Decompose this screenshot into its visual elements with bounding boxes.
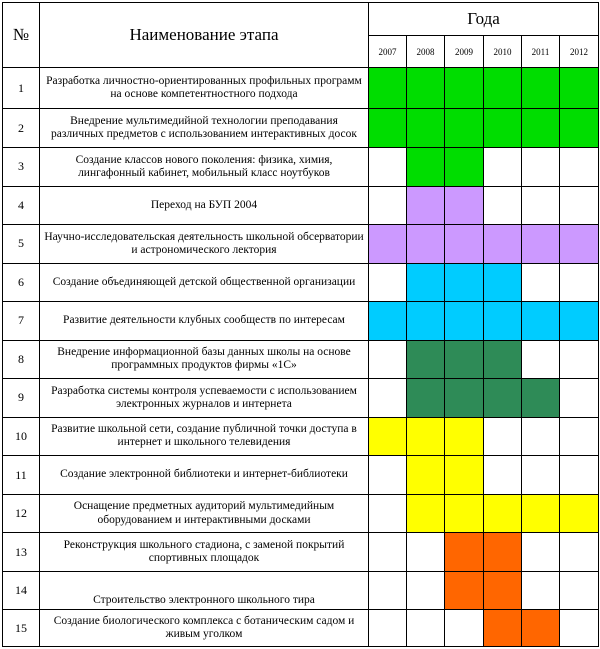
timeline-cell-active-2010 xyxy=(484,225,522,264)
stage-number: 8 xyxy=(3,340,40,379)
timeline-cell-2012 xyxy=(560,340,599,379)
timeline-cell-active-2009 xyxy=(445,148,484,187)
timeline-cell-active-2009 xyxy=(445,379,484,418)
timeline-cell-2007 xyxy=(369,379,407,418)
stage-name: Научно-исследовательская деятельность школьной обсерватории и астрономического лектория xyxy=(40,225,369,264)
timeline-cell-active-2011 xyxy=(522,610,560,647)
timeline-cell-active-2010 xyxy=(484,263,522,302)
timeline-cell-active-2008 xyxy=(407,340,445,379)
stage-name-column-header: Наименование этапа xyxy=(40,3,369,68)
timeline-cell-active-2008 xyxy=(407,417,445,456)
timeline-cell-active-2008 xyxy=(407,109,445,148)
timeline-cell-2011 xyxy=(522,417,560,456)
timeline-cell-active-2010 xyxy=(484,302,522,341)
timeline-cell-active-2011 xyxy=(522,225,560,264)
stage-name: Создание классов нового поколения: физика, химия, лингафонный кабинет, мобильный класс ноутбуков xyxy=(40,148,369,187)
timeline-cell-2012 xyxy=(560,571,599,610)
stage-name: Развитие деятельности клубных сообществ по интересам xyxy=(40,302,369,341)
stage-row xyxy=(3,571,599,610)
stage-name: Переход на БУП 2004 xyxy=(40,186,369,225)
timeline-cell-2012 xyxy=(560,417,599,456)
timeline-cell-2011 xyxy=(522,571,560,610)
timeline-cell-active-2010 xyxy=(484,494,522,533)
timeline-cell-2011 xyxy=(522,456,560,495)
stage-name: Создание электронной библиотеки и интернет-библиотеки xyxy=(40,456,369,495)
timeline-cell-active-2007 xyxy=(369,225,407,264)
stage-number: 14 xyxy=(3,571,40,610)
timeline-cell-2011 xyxy=(522,148,560,187)
timeline-cell-active-2008 xyxy=(407,379,445,418)
timeline-cell-2007 xyxy=(369,456,407,495)
stage-name: Разработка личностно-ориентированных профильных программ на основе компетентностного подхода xyxy=(40,67,369,109)
timeline-cell-2009 xyxy=(445,610,484,647)
stage-name: Развитие школьной сети, создание публичной точки доступа в интернет и школьного телевидения xyxy=(40,417,369,456)
year-header-2012: 2012 xyxy=(560,36,599,67)
timeline-cell-active-2009 xyxy=(445,302,484,341)
timeline-cell-active-2007 xyxy=(369,67,407,109)
stage-name: Разработка системы контроля успеваемости с использованием электронных журналов и интернета xyxy=(40,379,369,418)
timeline-cell-active-2007 xyxy=(369,417,407,456)
timeline-cell-active-2010 xyxy=(484,109,522,148)
timeline-cell-active-2009 xyxy=(445,109,484,148)
timeline-cell-active-2010 xyxy=(484,67,522,109)
stage-row xyxy=(3,533,599,572)
stage-number: 7 xyxy=(3,302,40,341)
year-header-2011: 2011 xyxy=(522,36,560,67)
stage-row xyxy=(3,186,599,225)
timeline-cell-active-2009 xyxy=(445,494,484,533)
timeline-cell-2008 xyxy=(407,533,445,572)
years-column-header: Года xyxy=(369,3,599,36)
timeline-cell-active-2009 xyxy=(445,571,484,610)
stage-number: 9 xyxy=(3,379,40,418)
stage-number: 11 xyxy=(3,456,40,495)
timeline-cell-active-2010 xyxy=(484,571,522,610)
timeline-cell-active-2010 xyxy=(484,610,522,647)
year-header-2008: 2008 xyxy=(407,36,445,67)
timeline-cell-2012 xyxy=(560,533,599,572)
timeline-cell-active-2011 xyxy=(522,109,560,148)
stage-row xyxy=(3,67,599,109)
stage-row xyxy=(3,340,599,379)
timeline-cell-2012 xyxy=(560,148,599,187)
timeline-cell-active-2011 xyxy=(522,67,560,109)
stage-row xyxy=(3,302,599,341)
timeline-cell-active-2012 xyxy=(560,67,599,109)
timeline-cell-active-2008 xyxy=(407,494,445,533)
timeline-cell-2012 xyxy=(560,186,599,225)
stage-number: 12 xyxy=(3,494,40,533)
timeline-cell-active-2012 xyxy=(560,109,599,148)
timeline-cell-active-2011 xyxy=(522,494,560,533)
timeline-cell-active-2009 xyxy=(445,340,484,379)
timeline-cell-2007 xyxy=(369,148,407,187)
stage-number: 6 xyxy=(3,263,40,302)
timeline-cell-active-2008 xyxy=(407,225,445,264)
timeline-cell-2007 xyxy=(369,494,407,533)
timeline-cell-2012 xyxy=(560,263,599,302)
timeline-cell-active-2010 xyxy=(484,379,522,418)
timeline-cell-active-2011 xyxy=(522,302,560,341)
timeline-cell-2010 xyxy=(484,148,522,187)
timeline-cell-2007 xyxy=(369,186,407,225)
timeline-cell-2011 xyxy=(522,340,560,379)
timeline-cell-active-2012 xyxy=(560,302,599,341)
timeline-cell-2012 xyxy=(560,456,599,495)
timeline-cell-active-2009 xyxy=(445,67,484,109)
stage-row xyxy=(3,109,599,148)
timeline-cell-active-2012 xyxy=(560,494,599,533)
stage-row xyxy=(3,494,599,533)
year-header-2009: 2009 xyxy=(445,36,484,67)
stage-number: 3 xyxy=(3,148,40,187)
stage-name: Создание объединяющей детской общественной организации xyxy=(40,263,369,302)
timeline-cell-active-2008 xyxy=(407,302,445,341)
stage-name: Создание биологического комплекса с ботаническим садом и живым уголком xyxy=(40,610,369,647)
stage-number: 4 xyxy=(3,186,40,225)
stage-row xyxy=(3,263,599,302)
stages-table xyxy=(2,2,599,647)
stage-row xyxy=(3,417,599,456)
stage-number: 13 xyxy=(3,533,40,572)
stage-name: Строительство электронного школьного тира xyxy=(40,571,369,610)
timeline-cell-2007 xyxy=(369,340,407,379)
timeline-cell-active-2009 xyxy=(445,225,484,264)
timeline-cell-active-2012 xyxy=(560,225,599,264)
year-header-2007: 2007 xyxy=(369,36,407,67)
timeline-cell-2007 xyxy=(369,533,407,572)
timeline-cell-2007 xyxy=(369,610,407,647)
number-column-header: № xyxy=(3,3,40,68)
timeline-cell-active-2009 xyxy=(445,186,484,225)
timeline-cell-2007 xyxy=(369,263,407,302)
stage-row xyxy=(3,225,599,264)
timeline-cell-active-2008 xyxy=(407,263,445,302)
timeline-cell-2007 xyxy=(369,571,407,610)
timeline-cell-2011 xyxy=(522,263,560,302)
timeline-cell-active-2010 xyxy=(484,533,522,572)
timeline-cell-active-2008 xyxy=(407,456,445,495)
timeline-cell-active-2008 xyxy=(407,186,445,225)
stage-number: 1 xyxy=(3,67,40,109)
stage-row xyxy=(3,456,599,495)
timeline-cell-2011 xyxy=(522,533,560,572)
year-header-2010: 2010 xyxy=(484,36,522,67)
timeline-cell-2012 xyxy=(560,379,599,418)
timeline-cell-active-2011 xyxy=(522,379,560,418)
timeline-cell-active-2009 xyxy=(445,533,484,572)
timeline-cell-active-2009 xyxy=(445,263,484,302)
stage-name: Внедрение мультимедийной технологии преподавания различных предметов с использованием интерактивных досок xyxy=(40,109,369,148)
timeline-cell-active-2010 xyxy=(484,340,522,379)
timeline-cell-2010 xyxy=(484,186,522,225)
stage-name: Внедрение информационной базы данных школы на основе программных продуктов фирмы «1С» xyxy=(40,340,369,379)
timeline-cell-2008 xyxy=(407,610,445,647)
header-row xyxy=(3,3,599,36)
timeline-cell-active-2008 xyxy=(407,67,445,109)
timeline-cell-2012 xyxy=(560,610,599,647)
stage-name: Оснащение предметных аудиторий мультимедийным оборудованием и интерактивными досками xyxy=(40,494,369,533)
stage-number: 2 xyxy=(3,109,40,148)
stage-number: 15 xyxy=(3,610,40,647)
stage-number: 5 xyxy=(3,225,40,264)
timeline-cell-active-2008 xyxy=(407,148,445,187)
stage-row xyxy=(3,379,599,418)
timeline-cell-active-2007 xyxy=(369,302,407,341)
stage-number: 10 xyxy=(3,417,40,456)
stage-row xyxy=(3,148,599,187)
timeline-cell-2010 xyxy=(484,417,522,456)
timeline-cell-2011 xyxy=(522,186,560,225)
timeline-cell-2010 xyxy=(484,456,522,495)
timeline-cell-active-2009 xyxy=(445,417,484,456)
timeline-cell-active-2009 xyxy=(445,456,484,495)
stage-name: Реконструкция школьного стадиона, с заменой покрытий спортивных площадок xyxy=(40,533,369,572)
timeline-cell-active-2007 xyxy=(369,109,407,148)
stage-row xyxy=(3,610,599,647)
timeline-cell-2008 xyxy=(407,571,445,610)
